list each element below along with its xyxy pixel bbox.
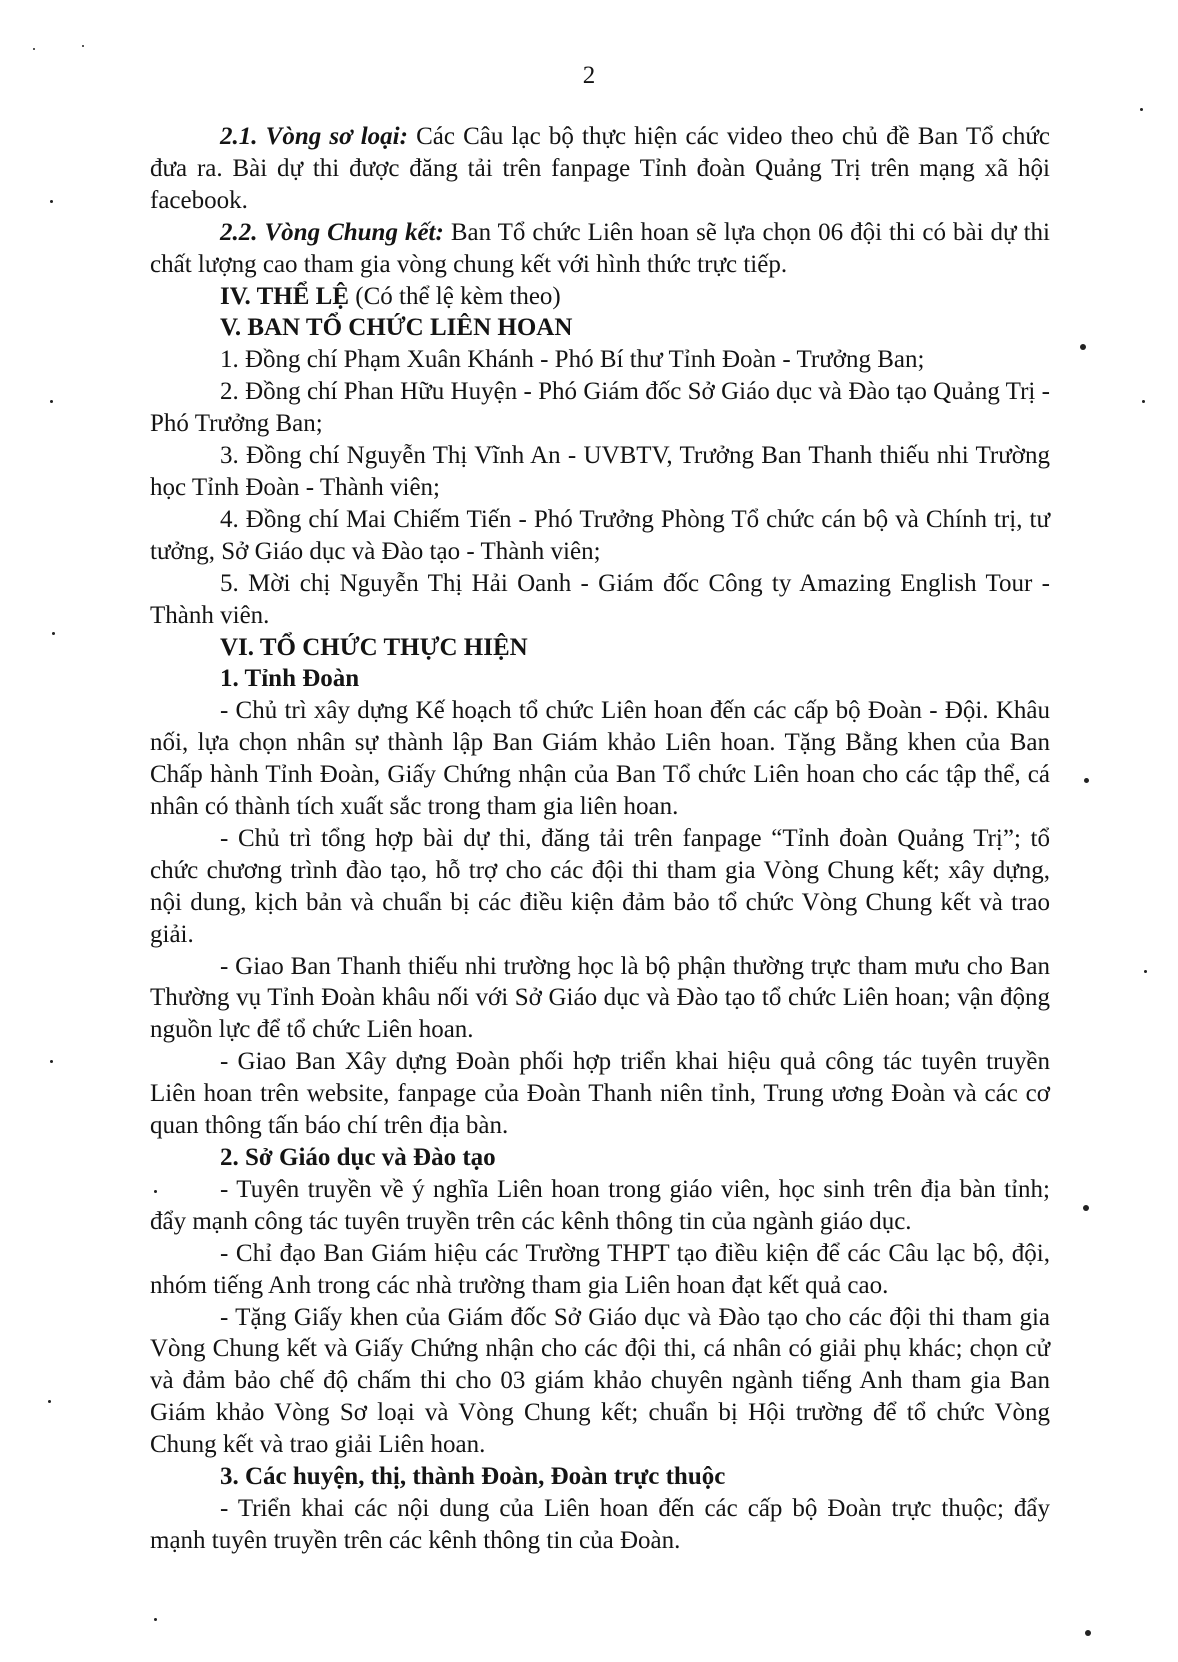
subsection-so-giao-duc-heading: 2. Sở Giáo dục và Đào tạo [220,1144,496,1171]
paragraph-vong-so-loai [150,121,1050,217]
scan-speck [1085,1630,1091,1636]
scan-speck [48,1400,51,1403]
section-the-le [150,281,1050,313]
vong-chung-ket-text: Ban Tổ chức Liên hoan sẽ lựa chọn 06 đội thi có bài dự thi chất lượng cao tham gia vòng chung kết với hình thức trực tiếp. [150,218,1051,278]
scan-speck [1144,970,1147,973]
section-to-chuc-thuc-hien-heading: VI. TỔ CHỨC THỰC HIỆN [220,633,528,661]
so-giao-duc-item: - Tuyên truyền về ý nghĩa Liên hoan trong giáo viên, học sinh trên địa bàn tỉnh; đẩy mạnh công tác tuyên truyền trên các kênh thông tin của ngành giáo dục. [150,1175,1050,1235]
subsection-huyen-thi-heading: 3. Các huyện, thị, thành Đoàn, Đoàn trực thuộc [220,1463,726,1491]
tinh-doan-item: - Giao Ban Xây dựng Đoàn phối hợp triển khai hiệu quả công tác tuyên truyền Liên hoan trên website, fanpage của Đoàn Thanh niên tỉnh, Trung ương Đoàn và các cơ quan thông tấn báo chí trên địa bàn. [150,1048,1050,1140]
committee-member: 4. Đồng chí Mai Chiếm Tiến - Phó Trưởng Phòng Tổ chức cán bộ và Chính trị, tư tưởng, Sở Giáo dục và Đào tạo - Thành viên; [150,505,1050,565]
scan-speck [50,200,53,203]
scan-speck [52,632,55,635]
tinh-doan-item: - Chủ trì tổng hợp bài dự thi, đăng tải trên fanpage “Tỉnh đoàn Quảng Trị”; tổ chức chương trình đào tạo, hỗ trợ cho các đội thi tham gia Vòng Chung kết; xây dựng, nội dung, kịch bản và chuẩn bị các điều kiện đảm bảo tổ chức Vòng Chung kết và trao giải. [150,824,1050,948]
subsection-tinh-doan-heading: 1. Tỉnh Đoàn [220,665,360,693]
so-giao-duc-item: - Chỉ đạo Ban Giám hiệu các Trường THPT tạo điều kiện để các Câu lạc bộ, đội, nhóm tiếng Anh trong các nhà trường tham gia Liên hoan đạt kết quả cao. [150,1239,1050,1299]
scan-speck [33,48,35,50]
huyen-thi-item: - Triển khai các nội dung của Liên hoan đến các cấp bộ Đoàn trực thuộc; đẩy mạnh tuyên truyền trên các kênh thông tin của Đoàn. [150,1494,1050,1554]
tinh-doan-item: - Giao Ban Thanh thiếu nhi trường học là bộ phận thường trực tham mưu cho Ban Thường vụ Tỉnh Đoàn khâu nối với Sở Giáo dục và Đào tạo tổ chức Liên hoan; vận động nguồn lực để tổ chức Liên hoan. [150,952,1050,1044]
vong-so-loai-label: 2.1. Vòng sơ loại: [220,123,408,150]
scan-speck [154,1618,157,1621]
committee-member: 1. Đồng chí Phạm Xuân Khánh - Phó Bí thư Tỉnh Đoàn - Trưởng Ban; [220,346,925,374]
paragraph-vong-chung-ket [150,217,1050,281]
scan-speck [1140,108,1143,111]
the-le-heading: IV. THỂ LỆ [220,282,350,310]
section-ban-to-chuc-heading: V. BAN TỔ CHỨC LIÊN HOAN [220,314,573,342]
scan-speck [1084,778,1089,783]
scan-speck [1142,400,1145,403]
so-giao-duc-item: - Tặng Giấy khen của Giám đốc Sở Giáo dục và Đào tạo cho các đội thi tham gia Vòng Chung kết và Giấy Chứng nhận cho các đội thi, cá nhân có giải phụ khác; chọn cử và đảm bảo chế độ chấm thi cho 03 giám khảo chuyên ngành tiếng Anh tham gia Ban Giám khảo Vòng Sơ loại và Vòng Chung kết; chuẩn bị Hội trường để tổ chức Vòng Chung kết và trao giải Liên hoan. [150,1303,1050,1459]
committee-member: 2. Đồng chí Phan Hữu Huyện - Phó Giám đốc Sở Giáo dục và Đào tạo Quảng Trị - Phó Trưởng Ban; [150,378,1050,438]
the-le-note: (Có thể lệ kèm theo) [349,282,561,310]
document-body [150,121,1050,1557]
scan-speck [1080,344,1086,350]
vong-chung-ket-label: 2.2. Vòng Chung kết: [220,218,444,246]
committee-member: 3. Đồng chí Nguyễn Thị Vĩnh An - UVBTV, Trưởng Ban Thanh thiếu nhi Trường học Tỉnh Đoàn - Thành viên; [150,442,1050,501]
vong-so-loai-text: Các Câu lạc bộ thực hiện các video theo chủ đề Ban Tổ chức đưa ra. Bài dự thi được đăng tải trên fanpage Tỉnh đoàn Quảng Trị trên mạng xã hội facebook. [150,123,1050,214]
page-number: 2 [582,62,596,89]
committee-member: 5. Mời chị Nguyễn Thị Hải Oanh - Giám đốc Công ty Amazing English Tour - Thành viên. [150,569,1050,629]
scan-speck [50,400,53,403]
scan-speck [50,1060,53,1063]
scan-speck [1083,1205,1089,1211]
scan-speck [154,1190,157,1193]
tinh-doan-item: - Chủ trì xây dựng Kế hoạch tổ chức Liên hoan đến các cấp bộ Đoàn - Đội. Khâu nối, lựa chọn nhân sự thành lập Ban Giám khảo Liên hoan. Tặng Bằng khen của Ban Chấp hành Tỉnh Đoàn, Giấy Chứng nhận của Ban Tổ chức Liên hoan cho các tập thể, cá nhân có thành tích xuất sắc trong tham gia liên hoan. [150,697,1050,821]
scan-speck [82,45,84,47]
